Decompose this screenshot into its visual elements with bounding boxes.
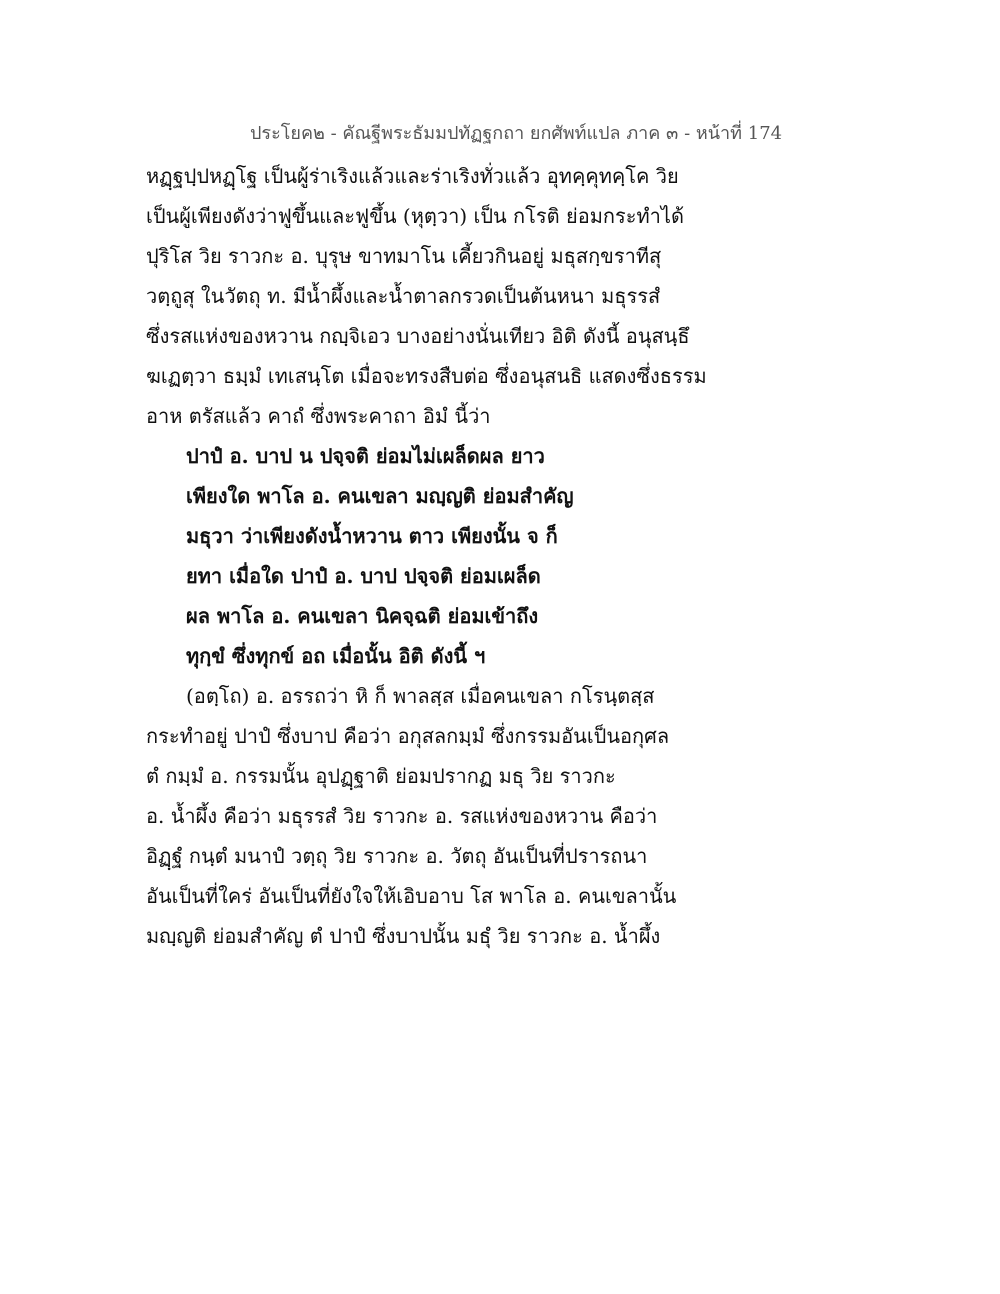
verse-line: ยทา เมื่อใด ปาปํ อ. บาป ปจฺจติ ย่อมเผล็ด [186,564,541,588]
text-line: ปุริโส วิย ราวกะ อ. บุรุษ ขาทมาโน เคี้ยวกินอยู่ มธุสกฺขราทีสุ [146,244,662,268]
text-line: วตฺถูสุ ในวัตถุ ท. มีน้ำผึ้งและน้ำตาลกรวดเป็นต้นหนา มธุรรสํ [146,284,661,308]
text-line: อันเป็นที่ใคร่ อันเป็นที่ยังใจให้เอิบอาบ โส พาโล อ. คนเขลานั้น [146,884,677,908]
text-line: มญฺญติ ย่อมสำคัญ ตํ ปาปํ ซึ่งบาปนั้น มธุํ วิย ราวกะ อ. น้ำผึ้ง [146,924,661,948]
body-text [146,156,856,956]
verse-line: ผล พาโล อ. คนเขลา นิคจฺฉติ ย่อมเข้าถึง [186,604,539,628]
text-line: หฏฺฐปฺปหฏฺโฐ เป็นผู้ร่าเริงแล้วและร่าเริงทั่วแล้ว อุทคฺคุทคฺโค วิย [146,164,679,188]
page-header: ประโยค๒ - คัณฐีพระธัมมปทัฏฐกถา ยกศัพท์แปล ภาค ๓ - หน้าที่ 174 [250,123,783,144]
verse-line: เพียงใด พาโล อ. คนเขลา มญฺญติ ย่อมสำคัญ [186,484,574,508]
text-line: อ. น้ำผึ้ง คือว่า มธุรรสํ วิย ราวกะ อ. รสแห่งของหวาน คือว่า [146,804,658,828]
verse-line: มธุวา ว่าเพียงดังน้ำหวาน ตาว เพียงนั้น จ ก็ [186,524,558,548]
text-line: อาห ตรัสแล้ว คาถํ ซึ่งพระคาถา อิมํ นี้ว่า [146,404,491,428]
text-line: เป็นผู้เพียงดังว่าฟูขึ้นและฟูขึ้น (หุตฺวา) เป็น กโรติ ย่อมกระทำได้ [146,204,684,228]
verse-line: ทุกฺขํ ซึ่งทุกข์ อถ เมื่อนั้น อิติ ดังนี้ ฯ [186,644,486,668]
text-line: ซึ่งรสแห่งของหวาน กญฺจิเอว บางอย่างนั่นเทียว อิติ ดังนี้ อนุสนฺธึ [146,324,690,348]
text-line: ตํ กมฺมํ อ. กรรมนั้น อุปฏฺฐาติ ย่อมปรากฏ มธุ วิย ราวกะ [146,764,616,788]
text-line: อิฏฺฐํ กนฺตํ มนาปํ วตฺถุ วิย ราวกะ อ. วัตถุ อันเป็นที่ปรารถนา [146,844,648,868]
text-line: ฆเฏตฺวา ธมฺมํ เทเสนฺโต เมื่อจะทรงสืบต่อ ซึ่งอนุสนธิ แสดงซึ่งธรรม [146,364,707,388]
verse-line: ปาปํ อ. บาป น ปจฺจติ ย่อมไม่เผล็ดผล ยาว [186,444,545,468]
text-line: กระทำอยู่ ปาปํ ซึ่งบาป คือว่า อกุสลกมฺมํ ซึ่งกรรมอันเป็นอกุศล [146,724,670,748]
text-line: (อตฺโถ) อ. อรรถว่า หิ ก็ พาลสฺส เมื่อคนเขลา กโรนฺตสฺส [186,684,655,708]
